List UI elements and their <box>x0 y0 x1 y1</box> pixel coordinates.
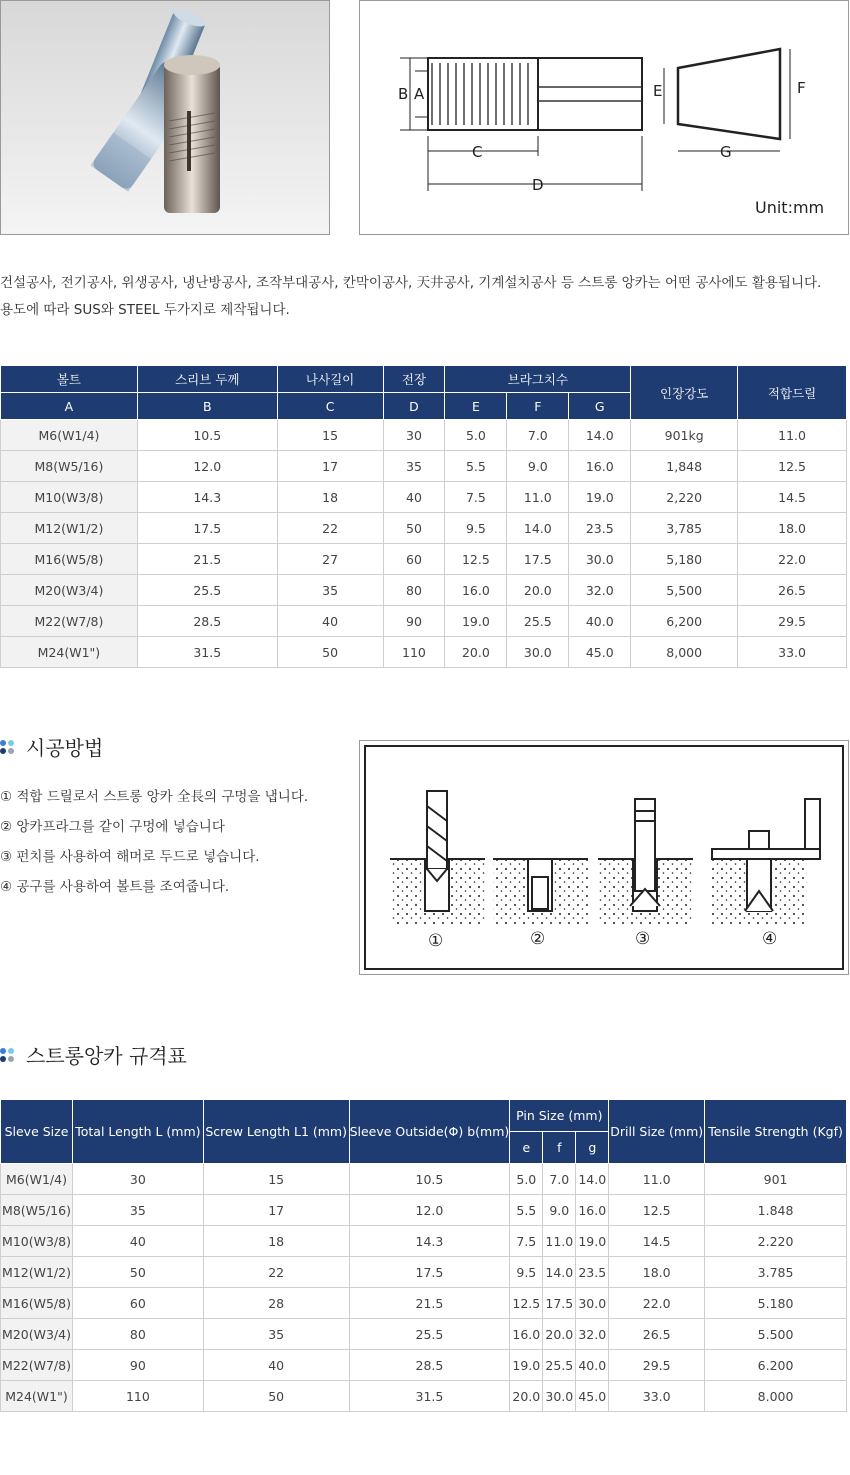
table-cell: 21.5 <box>349 1288 510 1319</box>
header-tensile-strength: Tensile Strength (Kgf) <box>705 1100 847 1164</box>
table-cell: M22(W7/8) <box>1 606 138 637</box>
table-cell: 80 <box>383 575 445 606</box>
table-cell: 12.5 <box>609 1195 705 1226</box>
table-cell: M16(W5/8) <box>1 1288 73 1319</box>
table-cell: M22(W7/8) <box>1 1350 73 1381</box>
intro-text <box>0 270 850 324</box>
table-row <box>1 1288 847 1319</box>
header-thread-length: 나사길이 <box>277 366 383 393</box>
table-cell: 31.5 <box>349 1381 510 1412</box>
header-sleeve-thickness: 스리브 두께 <box>137 366 277 393</box>
table-cell: 19.0 <box>510 1350 543 1381</box>
table-row <box>1 513 847 544</box>
table-cell: 30.0 <box>569 544 631 575</box>
header-pin-g: g <box>576 1132 609 1164</box>
table-cell: 17.5 <box>137 513 277 544</box>
table-cell: 8.000 <box>705 1381 847 1412</box>
table-cell: 17 <box>203 1195 349 1226</box>
table-cell: 14.0 <box>543 1257 576 1288</box>
table-cell: 19.0 <box>576 1226 609 1257</box>
header-pin-size: Pin Size (mm) <box>510 1100 609 1132</box>
table-row <box>1 606 847 637</box>
header-plug-size: 브라그치수 <box>445 366 631 393</box>
table-cell: 22.0 <box>609 1288 705 1319</box>
table-cell: 110 <box>72 1381 203 1412</box>
table-cell: 40.0 <box>569 606 631 637</box>
table-cell: 7.0 <box>507 420 569 451</box>
table-cell: 14.3 <box>137 482 277 513</box>
table-cell: 17 <box>277 451 383 482</box>
table-cell: 14.0 <box>576 1164 609 1195</box>
table-cell: 29.5 <box>738 606 847 637</box>
table-row <box>1 1226 847 1257</box>
table-cell: 28.5 <box>349 1350 510 1381</box>
table-row <box>1 575 847 606</box>
step-item: ④ 공구를 사용하여 볼트를 조여줍니다. <box>0 879 230 895</box>
step-item: ① 적합 드릴로서 스트롱 앙카 全長의 구멍을 냅니다. <box>0 789 309 805</box>
intro-line-1: 건설공사, 전기공사, 위생공사, 냉난방공사, 조작부대공사, 칸막이공사, 天井공사, 기계설치공사 등 스트롱 앙카는 어떤 공사에도 활용됩니다. <box>0 275 822 291</box>
step-item: ③ 펀치를 사용하여 해머로 두드로 넣습니다. <box>0 849 260 865</box>
install-steps-drawing <box>360 741 848 974</box>
table-cell: 1.848 <box>705 1195 847 1226</box>
table-cell: 14.0 <box>507 513 569 544</box>
table-row <box>1 1381 847 1412</box>
table-cell: 11.0 <box>543 1226 576 1257</box>
table-cell: 10.5 <box>137 420 277 451</box>
table-cell: 11.0 <box>507 482 569 513</box>
table-cell: 22 <box>277 513 383 544</box>
fig-label-3: ③ <box>635 929 651 949</box>
table-cell: 10.5 <box>349 1164 510 1195</box>
table-cell: 7.5 <box>445 482 507 513</box>
table-cell: 5.0 <box>445 420 507 451</box>
table-cell: 9.5 <box>445 513 507 544</box>
table-cell: M6(W1/4) <box>1 1164 73 1195</box>
bullet-dots-icon <box>0 1048 14 1062</box>
table-row <box>1 1319 847 1350</box>
table-cell: 60 <box>383 544 445 575</box>
table-cell: 15 <box>277 420 383 451</box>
table-cell: 16.0 <box>569 451 631 482</box>
installation-figure <box>359 740 849 975</box>
table-cell: 30 <box>383 420 445 451</box>
table-cell: 5.500 <box>705 1319 847 1350</box>
header-a: A <box>1 393 138 420</box>
header-tensile: 인장강도 <box>631 366 738 420</box>
table-cell: 35 <box>383 451 445 482</box>
table-cell: 60 <box>72 1288 203 1319</box>
table-row <box>1 1164 847 1195</box>
table-cell: 29.5 <box>609 1350 705 1381</box>
table-cell: 11.0 <box>609 1164 705 1195</box>
table-cell: 1,848 <box>631 451 738 482</box>
label-c: C <box>472 143 483 161</box>
anchor-photo-image <box>1 1 329 234</box>
header-pin-e: e <box>510 1132 543 1164</box>
table-cell: 28 <box>203 1288 349 1319</box>
table-cell: 3.785 <box>705 1257 847 1288</box>
table-cell: 7.5 <box>510 1226 543 1257</box>
table-cell: 35 <box>203 1319 349 1350</box>
table-cell: 45.0 <box>576 1381 609 1412</box>
header-screw-length: Screw Length L1 (mm) <box>203 1100 349 1164</box>
intro-line-2: 용도에 따라 SUS와 STEEL 두가지로 제작됩니다. <box>0 302 290 318</box>
table-cell: 21.5 <box>137 544 277 575</box>
section-title: 시공방법 <box>26 736 104 760</box>
table-cell: 23.5 <box>576 1257 609 1288</box>
bullet-dots-icon <box>0 740 14 754</box>
table-cell: 14.0 <box>569 420 631 451</box>
table-row <box>1 482 847 513</box>
table-cell: 18.0 <box>738 513 847 544</box>
fig-label-2: ② <box>530 929 546 949</box>
anchor-dimension-drawing <box>360 1 848 234</box>
table-cell: 30.0 <box>507 637 569 668</box>
table-cell: 30.0 <box>543 1381 576 1412</box>
table-cell: 18 <box>203 1226 349 1257</box>
table-cell: M20(W3/4) <box>1 575 138 606</box>
table-cell: 5.180 <box>705 1288 847 1319</box>
spec-table-english <box>0 1099 847 1412</box>
table-row <box>1 420 847 451</box>
dimension-diagram <box>359 0 849 235</box>
table-cell: 31.5 <box>137 637 277 668</box>
table-cell: 19.0 <box>569 482 631 513</box>
table-cell: 25.5 <box>543 1350 576 1381</box>
table-cell: 5.0 <box>510 1164 543 1195</box>
table-cell: 2,220 <box>631 482 738 513</box>
table-cell: 33.0 <box>609 1381 705 1412</box>
table-cell: 30.0 <box>576 1288 609 1319</box>
header-drill-size: Drill Size (mm) <box>609 1100 705 1164</box>
table-cell: 7.0 <box>543 1164 576 1195</box>
table-cell: 90 <box>383 606 445 637</box>
table-cell: M12(W1/2) <box>1 1257 73 1288</box>
table-cell: 9.5 <box>510 1257 543 1288</box>
table-cell: M12(W1/2) <box>1 513 138 544</box>
table-cell: 6.200 <box>705 1350 847 1381</box>
table-cell: 22.0 <box>738 544 847 575</box>
table-cell: 45.0 <box>569 637 631 668</box>
table-cell: 40.0 <box>576 1350 609 1381</box>
section-heading-method <box>0 732 103 761</box>
table-cell: M10(W3/8) <box>1 1226 73 1257</box>
table-cell: 11.0 <box>738 420 847 451</box>
header-sleve-size: Sleve Size <box>1 1100 73 1164</box>
table-cell: 12.5 <box>510 1288 543 1319</box>
table-cell: 33.0 <box>738 637 847 668</box>
label-b: B <box>398 85 409 103</box>
label-e: E <box>653 82 663 100</box>
header-d: D <box>383 393 445 420</box>
label-d: D <box>532 176 544 194</box>
header-total-length: Total Length L (mm) <box>72 1100 203 1164</box>
table-cell: 17.5 <box>543 1288 576 1319</box>
table-cell: M8(W5/16) <box>1 451 138 482</box>
header-bolt: 볼트 <box>1 366 138 393</box>
product-photo <box>0 0 330 235</box>
header-total-length: 전장 <box>383 366 445 393</box>
unit-label: Unit:mm <box>755 198 825 217</box>
fig-label-1: ① <box>428 931 444 951</box>
table-cell: 80 <box>72 1319 203 1350</box>
table-cell: 32.0 <box>576 1319 609 1350</box>
table-cell: 25.5 <box>507 606 569 637</box>
table-cell: 16.0 <box>510 1319 543 1350</box>
table-cell: 30 <box>72 1164 203 1195</box>
table-cell: 23.5 <box>569 513 631 544</box>
table-cell: 9.0 <box>507 451 569 482</box>
table-cell: 14.5 <box>738 482 847 513</box>
header-b: B <box>137 393 277 420</box>
table-cell: 2.220 <box>705 1226 847 1257</box>
table-cell: 18.0 <box>609 1257 705 1288</box>
table-cell: M20(W3/4) <box>1 1319 73 1350</box>
table-row <box>1 544 847 575</box>
table-cell: 25.5 <box>137 575 277 606</box>
spec-table-korean <box>0 365 847 668</box>
step-item: ② 앙카프라그를 같이 구멍에 넣습니다 <box>0 819 225 835</box>
fig-label-4: ④ <box>762 929 778 949</box>
table-cell: 40 <box>72 1226 203 1257</box>
table-cell: 50 <box>203 1381 349 1412</box>
table-cell: 14.3 <box>349 1226 510 1257</box>
table-cell: 16.0 <box>445 575 507 606</box>
table-cell: 12.0 <box>349 1195 510 1226</box>
table-cell: M8(W5/16) <box>1 1195 73 1226</box>
label-a: A <box>414 85 425 103</box>
section-heading-spec <box>0 1040 187 1069</box>
label-f: F <box>797 79 806 97</box>
table-cell: 15 <box>203 1164 349 1195</box>
header-e: E <box>445 393 507 420</box>
table-cell: 22 <box>203 1257 349 1288</box>
table-cell: 18 <box>277 482 383 513</box>
table-cell: 14.5 <box>609 1226 705 1257</box>
table-cell: M24(W1") <box>1 637 138 668</box>
table-cell: 32.0 <box>569 575 631 606</box>
table-cell: 50 <box>383 513 445 544</box>
table-row <box>1 1350 847 1381</box>
table-cell: 25.5 <box>349 1319 510 1350</box>
table-cell: 40 <box>203 1350 349 1381</box>
table-cell: 28.5 <box>137 606 277 637</box>
header-f: F <box>507 393 569 420</box>
table-cell: 5.5 <box>510 1195 543 1226</box>
table-cell: 12.0 <box>137 451 277 482</box>
table-cell: 17.5 <box>507 544 569 575</box>
table-cell: 40 <box>383 482 445 513</box>
table-cell: 16.0 <box>576 1195 609 1226</box>
table-cell: 5,500 <box>631 575 738 606</box>
table-cell: 26.5 <box>738 575 847 606</box>
table-cell: 20.0 <box>507 575 569 606</box>
table-cell: 35 <box>72 1195 203 1226</box>
table-cell: 8,000 <box>631 637 738 668</box>
table-cell: 5,180 <box>631 544 738 575</box>
table-row <box>1 1195 847 1226</box>
table-cell: 26.5 <box>609 1319 705 1350</box>
table-cell: 12.5 <box>445 544 507 575</box>
header-drill: 적합드릴 <box>738 366 847 420</box>
header-pin-f: f <box>543 1132 576 1164</box>
table-cell: 50 <box>72 1257 203 1288</box>
table-cell: M24(W1") <box>1 1381 73 1412</box>
table-cell: 901 <box>705 1164 847 1195</box>
table-cell: 90 <box>72 1350 203 1381</box>
table-cell: 35 <box>277 575 383 606</box>
table-cell: 20.0 <box>543 1319 576 1350</box>
table-cell: 19.0 <box>445 606 507 637</box>
table-cell: 20.0 <box>445 637 507 668</box>
table-cell: 5.5 <box>445 451 507 482</box>
table-cell: M6(W1/4) <box>1 420 138 451</box>
table-cell: 27 <box>277 544 383 575</box>
table-cell: 40 <box>277 606 383 637</box>
table-cell: 12.5 <box>738 451 847 482</box>
table-row <box>1 1257 847 1288</box>
table-cell: 901kg <box>631 420 738 451</box>
table-cell: 9.0 <box>543 1195 576 1226</box>
table-cell: M16(W5/8) <box>1 544 138 575</box>
table-row <box>1 637 847 668</box>
table-row <box>1 451 847 482</box>
table-cell: 20.0 <box>510 1381 543 1412</box>
table-cell: 50 <box>277 637 383 668</box>
header-g: G <box>569 393 631 420</box>
table-cell: 3,785 <box>631 513 738 544</box>
label-g: G <box>720 143 732 161</box>
header-sleeve-outside: Sleeve Outside(Φ) b(mm) <box>349 1100 510 1164</box>
install-steps <box>0 782 308 902</box>
table-cell: 17.5 <box>349 1257 510 1288</box>
table-cell: M10(W3/8) <box>1 482 138 513</box>
table-cell: 6,200 <box>631 606 738 637</box>
section-title: 스트롱앙카 규격표 <box>26 1044 187 1068</box>
table-cell: 110 <box>383 637 445 668</box>
header-c: C <box>277 393 383 420</box>
